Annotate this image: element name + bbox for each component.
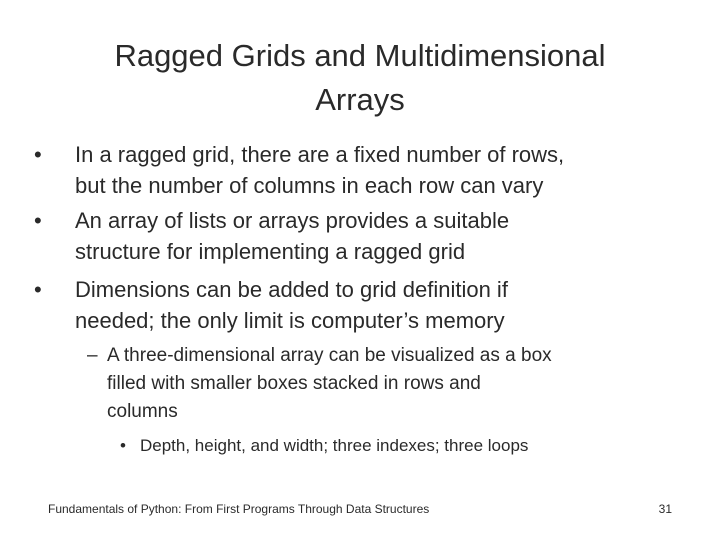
- bullet-marker: •: [34, 142, 42, 167]
- slide-title-line-1: Ragged Grids and Multidimensional: [114, 38, 606, 73]
- bullet-text-line: structure for implementing a ragged grid: [75, 239, 466, 264]
- bullet-marker: •: [34, 277, 42, 302]
- sub-bullet-text-line: columns: [107, 401, 178, 422]
- bullet-text-line: needed; the only limit is computer’s memory: [75, 308, 505, 333]
- bullet-text: [75, 274, 685, 336]
- sub-bullet-text: [107, 342, 687, 426]
- sub-sub-bullet-marker: •: [120, 436, 126, 455]
- sub-bullet-text-line: A three-dimensional array can be visualized as a box: [107, 345, 552, 366]
- bullet-text: [75, 139, 685, 201]
- sub-sub-bullet-text: Depth, height, and width; three indexes; three loops: [140, 436, 529, 455]
- bullet-text-line: but the number of columns in each row can vary: [75, 173, 544, 198]
- bullet-text-line: In a ragged grid, there are a fixed number of rows,: [75, 142, 565, 167]
- sub-bullet-marker: –: [87, 345, 98, 366]
- bullet-text-line: Dimensions can be added to grid definition if: [75, 277, 508, 302]
- bullet-text-line: An array of lists or arrays provides a suitable: [75, 208, 510, 233]
- slide-title-line-2: Arrays: [315, 82, 405, 117]
- slide-title: [40, 34, 680, 122]
- bullet-marker: •: [34, 208, 42, 233]
- footer-book-title: Fundamentals of Python: From First Programs Through Data Structures: [48, 502, 430, 516]
- bullet-text: [75, 205, 685, 267]
- slide-number: 31: [658, 502, 672, 516]
- sub-bullet-text-line: filled with smaller boxes stacked in rows and: [107, 373, 481, 394]
